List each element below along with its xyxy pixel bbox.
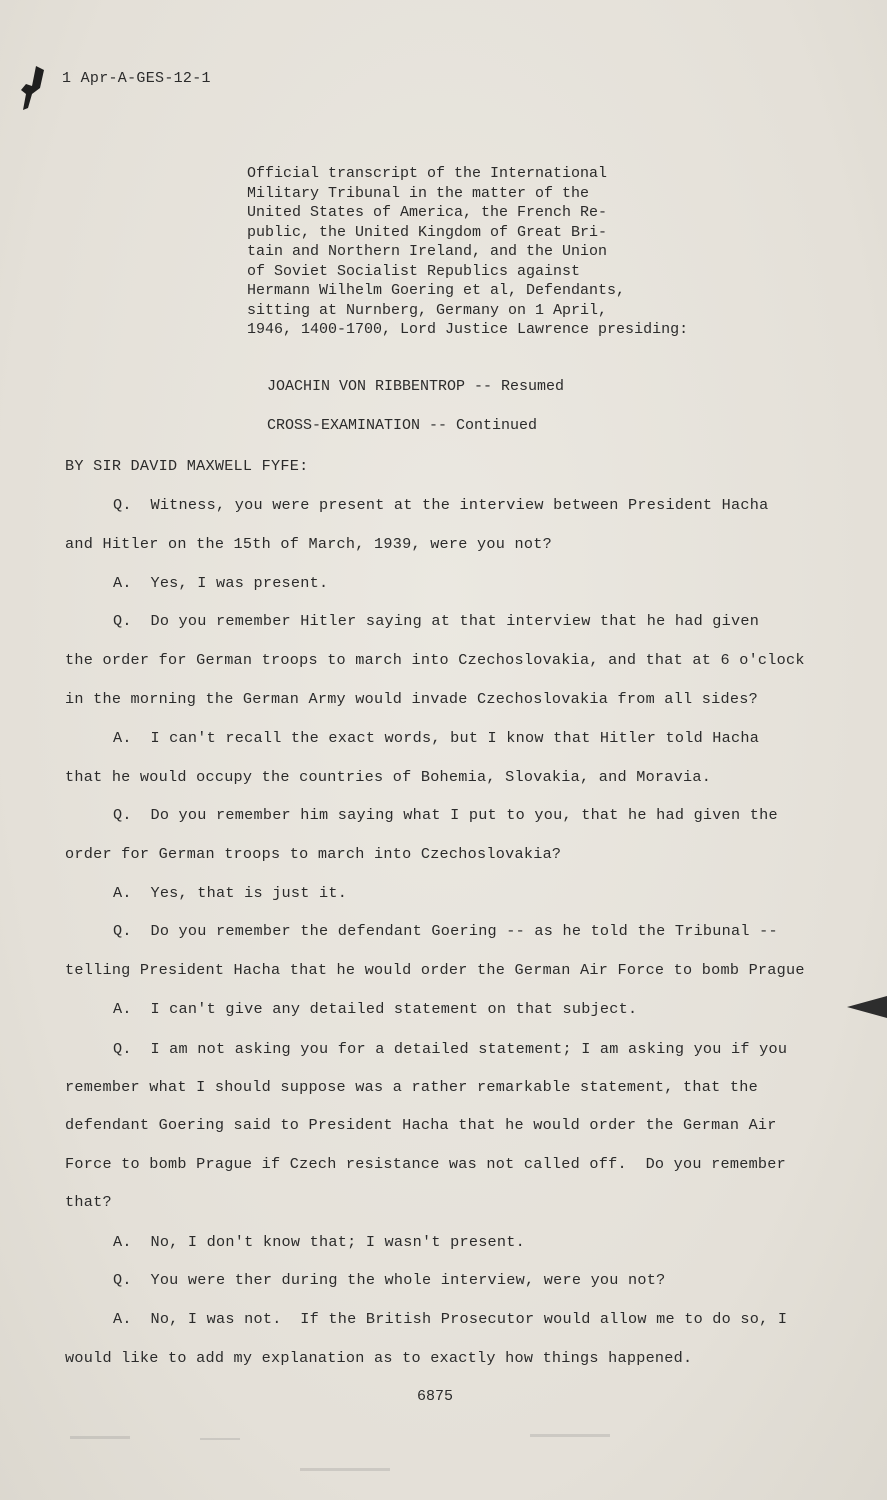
header-line: public, the United Kingdom of Great Bri- xyxy=(247,223,608,241)
header-line: tain and Northern Ireland, and the Union xyxy=(247,243,608,260)
transcript-line: remember what I should suppose was a rather remarkable statement, that the xyxy=(65,1078,758,1096)
transcript-line: A. Yes, I was present. xyxy=(113,574,329,592)
transcript-line: order for German troops to march into Czechoslovakia? xyxy=(65,845,562,863)
header-line: 1946, 1400-1700, Lord Justice Lawrence presiding: xyxy=(247,321,689,338)
witness-heading: JOACHIN VON RIBBENTROP -- Resumed xyxy=(267,378,565,395)
transcript-line: A. No, I don't know that; I wasn't present. xyxy=(113,1233,526,1251)
examiner-line: BY SIR DAVID MAXWELL FYFE: xyxy=(65,457,309,475)
header-line: sitting at Nurnberg, Germany on 1 April, xyxy=(247,301,608,319)
ink-blot-mark xyxy=(18,64,48,114)
transcript-line: Q. Do you remember the defendant Goering -- as he told the Tribunal -- xyxy=(113,922,778,940)
transcript-line: Q. I am not asking you for a detailed statement; I am asking you if you xyxy=(113,1040,788,1058)
transcript-line: in the morning the German Army would invade Czechoslovakia from all sides? xyxy=(65,690,758,708)
transcript-line: defendant Goering said to President Hacha that he would order the German Air xyxy=(65,1116,777,1134)
transcript-line: the order for German troops to march into Czechoslovakia, and that at 6 o'clock xyxy=(65,651,805,669)
transcript-line: Q. Witness, you were present at the interview between President Hacha xyxy=(113,496,769,514)
header-line: Official transcript of the International xyxy=(247,165,608,182)
header-line: of Soviet Socialist Republics against xyxy=(247,262,581,280)
header-line: United States of America, the French Re- xyxy=(247,204,608,221)
transcript-line: and Hitler on the 15th of March, 1939, were you not? xyxy=(65,535,552,553)
transcript-line: that? xyxy=(65,1193,112,1211)
transcript-line: A. I can't recall the exact words, but I know that Hitler told Hacha xyxy=(113,729,760,747)
transcript-line: A. No, I was not. If the British Prosecutor would allow me to do so, I xyxy=(113,1310,788,1328)
examination-heading: CROSS-EXAMINATION -- Continued xyxy=(267,417,538,434)
transcript-line: Q. Do you remember Hitler saying at that interview that he had given xyxy=(113,612,760,630)
header-line: Military Tribunal in the matter of the xyxy=(247,184,590,202)
faint-bleedthrough-marks xyxy=(60,1430,840,1480)
transcript-line: that he would occupy the countries of Bohemia, Slovakia, and Moravia. xyxy=(65,768,712,786)
edge-tab-mark xyxy=(847,996,887,1018)
transcript-line: Q. You were ther during the whole interview, were you not? xyxy=(113,1271,666,1289)
transcript-line: Q. Do you remember him saying what I put to you, that he had given the xyxy=(113,806,778,824)
transcript-header xyxy=(247,164,747,340)
header-line: Hermann Wilhelm Goering et al, Defendants, xyxy=(247,282,626,299)
transcript-line: A. Yes, that is just it. xyxy=(113,884,348,902)
page-number: 6875 xyxy=(417,1388,454,1405)
transcript-line: would like to add my explanation as to exactly how things happened. xyxy=(65,1349,693,1367)
page-identifier: 1 Apr-A-GES-12-1 xyxy=(62,70,211,87)
transcript-line: Force to bomb Prague if Czech resistance was not called off. Do you remember xyxy=(65,1155,787,1173)
transcript-line: A. I can't give any detailed statement on that subject. xyxy=(113,1000,638,1018)
transcript-line: telling President Hacha that he would order the German Air Force to bomb Prague xyxy=(65,961,805,979)
